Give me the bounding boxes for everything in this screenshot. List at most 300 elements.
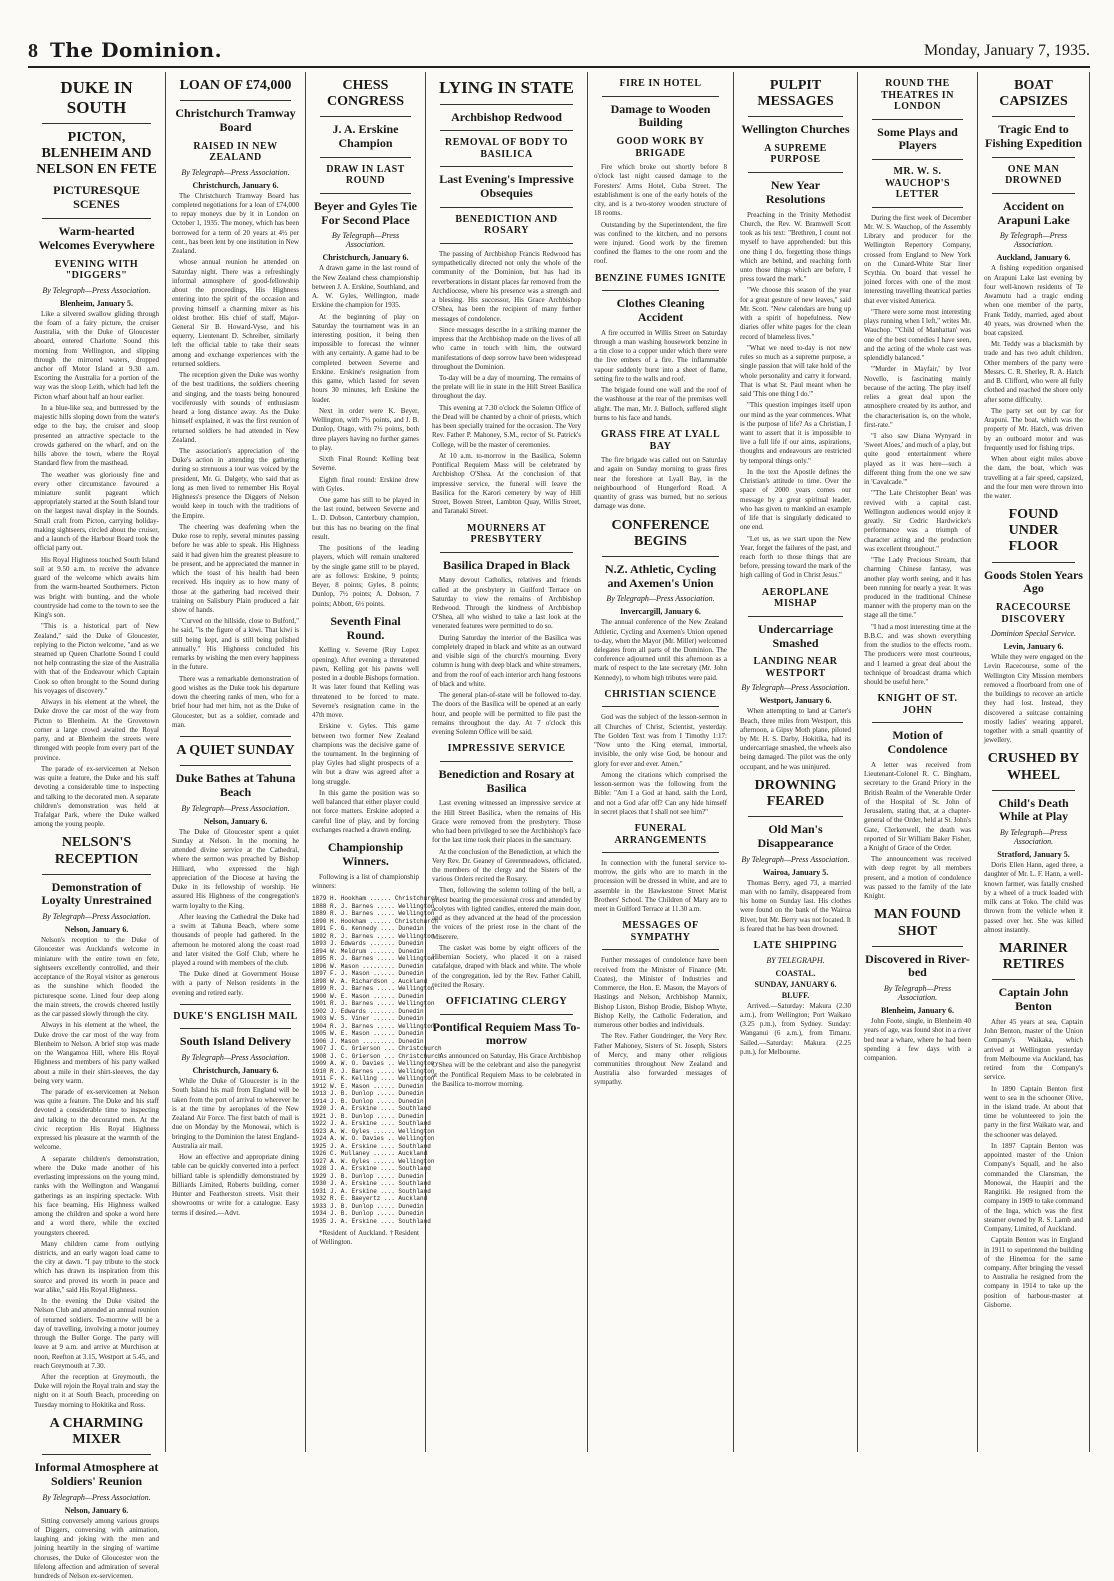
article-paragraph: There was a remarkable demonstration of good wishes as the Duke took his departure down the cheering ranks of men, who for a brief hour had met him, not as the Duke of Gloucester, but as a soldier, comrade and man. [172,674,299,729]
dateline: Nelson, January 6. [203,816,268,826]
column-body [740,78,851,1057]
table-row: 1904 R. J. Barnes ..... Wellington [312,1022,435,1030]
headline: Benediction and Rosary at Basilica [438,766,575,795]
dateline: Stratford, January 5. [997,850,1070,860]
table-row: 1926 C. Mullaney ...... Auckland [312,1150,428,1158]
headline: Last Evening's Impressive Obsequies [439,172,574,201]
article-paragraph: After 45 years at sea, Captain John Benton, master of the Union Company's Waikaka, which arrived at Wellington yesterday from Melbourne via Auckland, has retired from the Company's service. [984,1017,1083,1082]
divider [42,1454,151,1455]
dateline: Westport, January 6. [759,696,832,706]
divider [440,761,573,762]
headline: LYING IN STATE [439,78,574,97]
article-paragraph: As announced on Saturday, His Grace Archbishop O'Shea will be the celebrant and also the panegyrist at the Pontifical Requiem Mass to be celebrated in the Basilica to-morrow morning. [432,1052,581,1088]
headline: Pontifical Requiem Mass To-morrow [432,1019,581,1048]
article-paragraph: Captain Benton was in England in 1911 to superintend the building of the Hinemoa for the same company. After bringing the vessel to Australia he resigned from the company in 1914 to take up the position of harbour-master at Gisborne. [984,1236,1083,1309]
byline: By Telegraph—Press Association. [181,167,290,177]
table-row: 1913 J. B. Dunlop ..... Dunedin [312,1090,424,1098]
divider [602,96,719,97]
table-row: 1932 R. E. Baeyertz ... Auckland [312,1195,428,1203]
headline: Duke Bathes at Tahuna Beach [175,771,296,799]
headline: NELSON'S RECEPTION [54,835,139,867]
article-paragraph: While they were engaged on the Levin Racecourse, some of the Wellington City Mission members removed a floorboard from one of the buildings to recover an article they had lost. Instead, they discovered a suitcase containing mostly ladies' wearing apparel, together with a small quantity of jewellery. [984,653,1083,745]
table-row: 1906 J. Mason ......... Dunedin [312,1037,424,1045]
table-row: 1927 A. W. Gyles ...... Wellington [312,1157,435,1165]
article-paragraph: His Royal Highness touched South Island soil at 9.50 a.m. to receive the advance guard of the welcome which awaits him from the warm-hearted Southerners. Picton was bright with bunting, and the whole countryside had come to the town to see the King's son. [34,555,159,620]
article-paragraph: Like a silvered swallow gliding through the foam of a fairy picture, the cruiser Australia, with the Duke of Gloucester aboard, entered Charlotte Sound this morning from Wellington, and slipping through the mirrored waters, dropped anchor off Motor Island at 9.30 a.m. Escorting the Australia for a portion of the way was the sloop Leith, which had left the Picton wharf about half an hour earlier. [34,309,159,401]
article-paragraph: Eighth final round: Erskine drew with Gyles. [312,475,419,493]
dateline: Wairoa, January 5. [762,867,829,877]
article-paragraph: Many children came from outlying districts, and an early wagon load came to the city at dawn. "I pay tribute to the stock which has drawn its inspiration from this source and proved its worth in peace and war alike," said His Royal Highness. [34,1239,159,1294]
column-body [432,78,581,1089]
article-paragraph: After leaving the Cathedral the Duke had a swim at Tahuna Beach, where some thousands of people had gathered. In the afternoon he motored along the coast road and later visited the Golf Club, where he played a round with members of the club. [172,912,299,968]
table-row: 1924 A. W. O. Davies .. Wellington [312,1135,435,1143]
article-paragraph: In the evening the Duke visited the Nelson Club and attended an annual reunion of returned soldiers. To-morrow will be a day of travelling, involving a motor journey through the Buller Gorge. The party will leave at 9 a.m. and arrive at Murchison at noon, Reefton at 3.15, Westport at 5.45, and reach Greymouth at 7.30. [34,1297,159,1370]
table-row: 1895 R. J. Barnes ..... Wellington [312,955,435,963]
article-paragraph: To-day will be a day of mourning. The remains of the prelate will lie in state in the Hill Street Basilica throughout the day. [432,373,581,401]
headline: Captain John Benton [998,985,1069,1014]
divider [872,207,963,208]
divider [180,1028,291,1029]
headline: ROUND THE THEATRES IN LONDON [881,78,954,112]
byline: By Telegraph—Press Association. [42,912,151,922]
column-4 [426,72,588,1452]
article-paragraph: The announcement was received with deep regret by all members present, and a motion of condolence was passed to the family of the late Knight. [864,855,971,901]
column-7 [858,72,978,1452]
headline: LATE SHIPPING [753,940,838,952]
divider [872,946,963,947]
dateline: BLUFF. [781,990,810,1000]
table-row: 1892 R. J. Barnes ..... Wellington [312,932,435,940]
table-row: 1923 A. W. Gyles ...... Wellington [312,1127,435,1135]
byline: Dominion Special Service. [990,629,1077,639]
table-row: 1909 A. W. O. Davies .. Wellington [312,1060,435,1068]
table-row: 1901 R. J. Barnes ..... Wellington [312,1000,435,1008]
dateline: Auckland, January 6. [996,253,1071,263]
headline: KNIGHT OF ST. JOHN [877,693,958,716]
column-6 [734,72,858,1452]
article-paragraph: A separate children's demonstration, where the Duke made another of his everlasting impressions on the young mind, ranks with the Wellington and Wanganui gatherings as an inspiring spectacle. With his face beaming, His Highness walked among the children and spoke a word here and a word there, while the excited youngsters cheered. [34,1154,159,1237]
table-row: 1920 J. A. Erskine .... Southland [312,1105,431,1113]
article-paragraph: Sixth Final Round: Kelling beat Severne. [312,455,419,473]
table-row: 1930 J. A. Erskine .... Southland [312,1180,431,1188]
article-paragraph: The reception given the Duke was worthy of the best traditions, the soldiers cheering and singing, and the toasts being honoured vociferously with sounds of enthusiasm heard a long distance away. As the Duke himself explained, it was the first reunion of returned soldiers he had attended in New Zealand. [172,371,299,444]
divider [748,616,843,617]
headline: EVENING WITH "DIGGERS" [54,258,139,282]
article-paragraph: A fishing expedition organised on Arapuni Lake last evening by four well-known residents of Te Awamutu had a tragic ending when one member of the party, Frank Teddy, married, aged about 40 years, was drowned when the boat capsized. [984,264,1083,338]
article-paragraph: This evening at 7.30 o'clock the Solemn Office of the Dead will be chanted by a choir of priests, which has been specially trained for the occasion. The Very Rev. Father P. Mahoney, S.M., rector of St. Patrick's College, will be the master of ceremonies. [432,403,581,449]
article-paragraph: The brigade found one wall and the roof of the washhouse at the rear of the premises well alight. The man, Mr. J. Bulloch, suffered slight burns to his face and hands. [594,386,727,422]
table-row: 1908 J. C. Grierson ... Christchurch [312,1052,442,1060]
headline: Child's Death While at Play [998,795,1069,824]
article-paragraph: Next in order were K. Beyer, Wellington, with 7½ points, and J. B. Dunlop, Otago, with 7½ points, both three players having no further games to play. [312,406,419,452]
article-paragraph: Always in his element at the wheel, the Duke drove the car most of the way from Picton to Blenheim. At the Grovetown corner a large crowd awaited the Royal party, and at Blenheim the streets were thronged with people from every part of the province. [34,698,159,762]
article-paragraph: One game has still to be played in the last round, between Severne and L. D. Dobson, Canterbury champion, but this has no bearing on the final result. [312,496,419,541]
article-paragraph: In the text the Apostle defines the Christian's attitude to time. Over the space of 2000 years comes our message by a great spiritual leader, who has given to mankind an example of life that is singularly dedicated to one end. [740,467,851,532]
table-row: 1907 J. C. Grierson ... Christchurch [312,1045,442,1053]
table-row: 1921 J. B. Dunlop ..... Dunedin [312,1112,424,1120]
issue-date: Monday, January 7, 1935. [923,42,1090,59]
table-row: 1888 R. J. Barnes ..... Wellington [312,902,435,910]
table-row: 1929 J. B. Dunlop ..... Dunedin [312,1172,424,1180]
headline: A QUIET SUNDAY [176,743,295,759]
table-row: 1897 F. J. Mason ...... Dunedin [312,970,424,978]
divider [320,193,411,194]
article-paragraph: *Resident of Auckland. †Resident of Wellington. [312,1229,419,1247]
article-paragraph: A drawn game in the last round of the New Zealand chess championship between J. A. Erskine, Southland, and A. W. Gyles, Wellington, made Erskine the champion for 1935. [312,264,419,310]
article-paragraph: "'The Late Christopher Bean' was revived with a capital cast. Wellington audiences would enjoy it greatly. Sir Cedric Hardwicke's performance was a triumph of character acting and the production was excellent throughout." [864,489,971,553]
divider [440,207,573,208]
divider [440,552,573,553]
headline: Goods Stolen Years Ago [984,567,1083,596]
headline: Warm-hearted Welcomes Everywhere [38,223,155,252]
headline: PICTURESQUE SCENES [53,183,140,212]
divider [872,159,963,160]
article-paragraph: The positions of the leading players, which will remain unaltered by the single game still to be played, are as follows: Erskine, 9 points; Beyer, 8 points; Gyles, 8 points; Dunlop, 7½ points; A. Dobson, 7 points; Abbott, 6½ points. [312,544,419,608]
article-paragraph: While the Duke of Gloucester is in the South Island his mail from England will be taken from the port of arrival to wherever he is at the time by aeroplanes of the New Zealand Air Force. The first batch of mail is due on Monday by the Monowai, which is bringing to the Dominion the latest England-Australia air mail. [172,1077,299,1150]
divider [992,979,1075,980]
article-paragraph: Mr. Teddy was a blacksmith by trade and has two adult children. Other members of the party were Messrs. C. R. Sherley, R. A. Hatch and B. Clifford, who were all fully clothed and reached the shore only after some difficulty. [984,340,1083,404]
headline: FOUND UNDER FLOOR [1008,507,1059,555]
article-paragraph: In a blue-like sea, and buttressed by the majestic hills sloping down from the water's edge to the bay, the cruiser and sloop presented an attractive spectacle to the crowds gathered on the wharf, and on the hills above the town, where the Royal Standard flew from the masthead. [34,403,159,468]
divider [320,157,411,158]
paper-name: The Dominion. [50,38,223,62]
divider [440,1014,573,1015]
article-paragraph: Erskine v. Gyles. This game between two former New Zealand champions was the decisive game of the tournament. In the beginning of play Gyles had slight prospects of a win but a draw was agreed after a long struggle. [312,722,419,786]
headline: Championship Winners. [327,840,404,868]
article-paragraph: "The Lady Precious Stream, that charming Chinese fantasy, was another play worth seeing, and it has been running for nearly a year. It was produced in the traditional Chinese manner with the property man on the stage all the time." [864,556,971,620]
article-paragraph: Since messages describe in a striking manner the impress that the Archbishop made on the lives of all who came in touch with him, the outward manifestations of deep sorrow have been widespread throughout the Dominion. [432,325,581,371]
table-row: 1935 J. A. Erskine .... Southland [312,1217,431,1225]
divider [42,874,151,875]
column-body [594,78,727,1088]
headline: GOOD WORK BY BRIGADE [616,136,705,159]
headline: MR. W. S. WAUCHOP'S LETTER [884,166,951,201]
byline: By Telegraph—Press Association. [741,683,850,693]
article-paragraph: The Duke dined at Government House with a party of Nelson residents in the evening and retired early. [172,970,299,997]
headline: DUKE IN SOUTH [60,78,133,117]
article-paragraph: The Duke of Gloucester spent a quiet Sunday at Nelson. In the morning he attended divine service at the Cathedral, where the sermon was preached by Bishop Hilliard, who expressed the high appreciation of the Diocese at having the Duke in its fellowship of worship. He assured His Highness of the congregation's warm loyalty to the King. [172,827,299,910]
dateline: SUNDAY, JANUARY 6. [754,979,837,989]
byline: By Telegraph—Press Association. [181,803,290,813]
headline: South Island Delivery [179,1034,292,1049]
headline: Wellington Churches [741,122,850,137]
divider [748,116,843,117]
headline: Damage to Wooden Building [610,101,711,130]
dateline: Levin, January 6. [1003,642,1064,652]
results-table [312,895,442,1225]
divider [602,706,719,707]
table-row: 1905 W. E. Mason ...... Dunedin [312,1030,424,1038]
headline: Basilica Draped in Black [442,557,570,572]
article-paragraph: The parade of ex-servicemen at Nelson was quite a feature. The Duke and his staff devoted a considerable time to inspecting and talking to the decorated men. At the civic reception His Royal Highness expressed his pleasure at the warmth of the welcome. [34,1087,159,1152]
headline: MOURNERS AT PRESBYTERY [467,522,546,545]
dateline: Nelson, January 6. [64,1505,129,1515]
article-paragraph: Outstanding by the Superintendent, the fire was confined to the kitchen, and no persons were injured. Good work by the firemen confined the flames to the one room and the roof. [594,220,727,266]
table-row: 1898 W. A. Richardson . Auckland [312,977,428,985]
article-paragraph: Then, following the solemn tolling of the bell, a priest bearing the processional cross and attended by acolytes with lighted candles, entered the main door, and as they advanced at the head of the procession the voices of the priest rose in the chant of the Miserere. [432,886,581,941]
article-paragraph: "This question impinges itself upon our mind as the year commences. What is the purpose of life? As a Christian, I want to assert that it is impossible to live a full life if our aims, aspirations, thoughts and endeavours are restricted by temporal things only." [740,401,851,465]
article-paragraph: Arrived.—Saturday: Makura (2.30 a.m.), from Wellington; Port Waikato (3.25 p.m.), from Sydney. Sunday: Wanganui (6 a.m.), from Timaru. Sailed.—Saturday: Makura (2.25 p.m.), for Melbourne. [740,1001,851,1056]
divider [992,157,1075,158]
table-row: 1896 W. Mason ......... Dunedin [312,962,424,970]
headline: MESSAGES OF SYMPATHY [622,920,699,943]
byline: By Telegraph—Press Association. [999,231,1068,250]
article-paragraph: Further messages of condolence have been received from the Minister of Finance (Mr. Coates), the Minister of Industries and Commerce, the Hon. E. Mason, the Mayors of Hastings and Nelson, Archbishop Mannix, Bishop Liston, Bishop Brodie, Bishop Whyte, Bishop Kelly, the Catholic Federation, and numerous other bodies and individuals. [594,956,727,1030]
divider [872,119,963,120]
article-paragraph: "This is a historical part of New Zealand," said the Duke of Gloucester, replying to the Picton welcome, "and as we steamed up Queen Charlotte Sound I could not help contrasting the size of the Australia with that of the Endeavour which Captain Cook so often brought to the Sound during his voyages of discovery." [34,622,159,695]
byline: BY TELEGRAPH. [766,955,825,965]
article-paragraph: whose annual reunion he attended on Saturday night. There was a refreshingly informal atmosphere of good-fellowship about the proceedings, His Highness entering into the spirit of the occasion and proving himself a charming mixer as his oldest brother. His chief of staff, Major-General Sir B. Howard-Vyse, and his equerry, Lieutenant D. Schreiber, similarly left the official table to take their seats among and exchange experiences with the returned soldiers. [172,258,299,368]
headline: Undercarriage Smashed [757,621,834,650]
headline: Clothes Cleaning Accident [616,296,705,324]
divider [180,100,291,101]
article-paragraph: The passing of Archbishop Francis Redwood has sympathetically directed not only the whole of the community of the Dominion, but has had its reverberations in distant places far removed from the Archdiocese, where his presence was a strength and a blessing. His successor, His Grace Archbishop O'Shea, has been the recipient of many further messages of condolence. [432,249,581,323]
column-8 [978,72,1090,1452]
article-paragraph: A letter was received from Lieutenant-Colonel R. C. Bingham, secretary to the Grand Priory in the British Realm of the Venerable Order of the Hospital of St. John of Jerusalem, stating that, at a chapter-general of the Order, held at St. John's Gate, Clerkenwell, the death was reported of Sir William Baker Fisher, a Knight of Grace of the Order. [864,760,971,853]
headline: Beyer and Gyles Tie For Second Place [313,198,417,227]
dateline: Nelson, January 6. [64,925,129,935]
article-paragraph: John Foote, single, in Blenheim 40 years of age, was found shot in a river bed near a whare, where he had been spending a few days with a companion. [864,1017,971,1063]
article-paragraph: The fire brigade was called out on Saturday and again on Sunday morning to grass fires near the foreshore at Lyall Bay, in the neighbourhood of Hungerford Road. A quantity of grass was burned, but no serious damage was done. [594,456,727,511]
headline: J. A. Erskine Champion [332,122,399,150]
headline: New Year Resolutions [765,177,826,206]
masthead [28,40,1090,68]
table-row: 1902 J. Edwards ....... Dunedin [312,1007,424,1015]
headline: FUNERAL ARRANGEMENTS [614,823,707,846]
article-paragraph: At the beginning of play on Saturday the tournament was in an interesting position, it being then impossible to forecast the winner with any certainty. A game had to be completed between Severne and Erskine. Erskine's resignation from this game, which lasted for seven hours 30 minutes, left Erskine the leader. [312,312,419,404]
table-row: 1900 W. E. Mason ...... Dunedin [312,992,424,1000]
article-paragraph: During Saturday the interior of the Basilica was completely draped in black and white as an outward and visible sign of the church's mourning. Every column is hung with deep black and white streamers, and from the roof of each interior arch hang festoons of black and white. [432,633,581,688]
article-paragraph: "Let us, as we start upon the New Year, forget the failures of the past, and reach forth to those things that are before, pressing toward the mark of the high calling of God in Christ Jesus." [740,534,851,580]
article-paragraph: Nelson's reception to the Duke of Gloucester was Auckland's welcome in miniature with the entire town en fete, sightseers excellently controlled, and their acceptance of the Royal visitor as generous as the sunshine which flooded the picturesque scene. Lined four deep along the main streets, the crowds cheered lustily as the car passed slowly through the city. [34,936,159,1019]
headline: IMPRESSIVE SERVICE [447,743,566,755]
headline: DRAW IN LAST ROUND [326,163,405,187]
article-paragraph: The Christchurch Tramway Board has completed negotiations for a loan of £74,000 to repay moneys due by it in London on October 1, 1935. The money, which has been borrowed for a term of 20 years at 4½ per cent., has been lent by one institution in New Zealand. [172,191,299,256]
divider [992,562,1075,563]
divider [440,130,573,131]
headline: DROWNING FEARED [754,777,837,810]
article-paragraph: Doris Ellen Hann, aged three, a daughter of Mr. L. F. Hann, a well-known farmer, was fatally crushed by a wheel of a truck loaded with milk cans at Toko. The child was thrown from the vehicle when it passed over her. She was killed almost instantly. [984,861,1083,934]
divider [180,765,291,766]
headline: CRUSHED BY WHEEL [987,751,1080,783]
divider [602,556,719,557]
column-3 [306,72,442,1452]
divider [992,790,1075,791]
table-row: 1922 J. A. Erskine .... Southland [312,1120,431,1128]
article-paragraph: When about eight miles above the dam, the boat, which was travelling at a fair speed, capsized, and the four men were thrown into the water. [984,455,1083,500]
headline: Some Plays and Players [877,124,958,153]
article-paragraph: A fire occurred in Willis Street on Saturday through a man washing housework benzine in a tin close to a copper under which there were the live embers of a fire. The inflammable vapour suddenly burst into a sheet of flame, setting fire to the walls and roof. [594,328,727,383]
headline: Accident on Arapuni Lake [997,198,1070,227]
table-row: 1934 J. B. Dunlop ..... Dunedin [312,1210,424,1218]
headline: LOAN OF £74,000 [179,78,292,93]
article-paragraph: During the first week of December Mr. W. S. Wauchop, of the Assembly Library and producer for the Wellington Repertory Company, crossed from England to New York on the Cunard-White Star liner Scythia. On board that vessel he joined forces with one of the most interesting travelling theatrical parties that ever visited America. [864,213,971,305]
divider [602,290,719,291]
headline: MARINER RETIRES [999,941,1068,973]
headline: Seventh Final Round. [330,613,401,642]
byline: By Telegraph—Press Association. [606,594,715,604]
byline: By Telegraph—Press Association. [331,231,400,250]
article-paragraph: "I also saw Diana Wynyard in 'Sweet Aloes,' and much of a play, but quite good entertainment where played as it was here—such a different thing from the one we saw in 'Cavalcade.'" [864,431,971,487]
headline: A CHARMING MIXER [49,1415,144,1448]
headline: Informal Atmosphere at Soldiers' Reunion [34,1460,159,1488]
article-paragraph: Thomas Berry, aged 73, a married man with no family, disappeared from his home on Sunday last. His clothes were found on the bank of the Wairoa River, but Mr. Berry was not located. It is feared that he has been drowned. [740,878,851,933]
article-paragraph: Preaching in the Trinity Methodist Church, the Rev. W. Bramwell Scott took as his text: "Brethren, I count not myself to have apprehended: but this one thing I do, forgetting those things which are behind, and reaching forth unto those things which are before, I press toward the mark." [740,210,851,284]
headline: RAISED IN NEW ZEALAND [193,140,278,164]
headline: OFFICIATING CLERGY [445,996,568,1008]
article-paragraph: "There were some most interesting plays running when I left," writes Mr. Wauchop. "'Child of Manhattan' was one of the best comedies I have seen, and the acting of the whole cast was splendidly balanced." [864,307,971,363]
byline: By Telegraph—Press Association. [42,285,151,295]
article-paragraph: After the reception at Greymouth, the Duke will rejoin the Royal train and stay the night on it at South Beach, proceeding on Tuesday morning to Hokitika and Ross. [34,1373,159,1409]
article-paragraph: The weather was gloriously fine and every other circumstance favoured a miniature sunlit pageant which appropriately started at the South Island tour on the largest naval display in the Sounds. Small craft from Picton, carrying holiday-making sightseers, circled about the cruiser, and a launch of the Harbour Board took the official party out. [34,470,159,553]
divider [440,243,573,244]
column-body [172,78,299,1218]
divider [320,116,411,117]
dateline: Blenheim, January 6. [881,1006,954,1016]
divider [748,172,843,173]
table-row: 1903 W. S. Viner ...... Dunedin [312,1015,424,1023]
table-row: 1928 J. A. Erskine .... Southland [312,1165,431,1173]
headline: Old Man's Disappearance [757,822,834,850]
divider [992,193,1075,194]
headline: DUKE'S ENGLISH MAIL [173,1010,298,1022]
dateline: Invercargill, January 6. [620,607,701,617]
divider [748,816,843,817]
article-paragraph: When attempting to land at Carter's Beach, three miles from Westport, this afternoon, a Gipsy Moth plane, piloted by Mr. H. S. Darby, Hokitika, had its undercarriage smashed, the wheels also being damaged. The pilot was the only occupant, and he was uninjured. [740,707,851,771]
article-paragraph: "'Murder in Mayfair,' by Ivor Novello, is fascinating mainly because of the acting. The play itself relies a great deal upon the atmosphere created by its author, and the characterisation is, on the whole, first-rate." [864,365,971,429]
table-row: 1931 J. A. Erskine .... Southland [312,1187,431,1195]
headline: AEROPLANE MISHAP [761,586,830,610]
divider [440,104,573,105]
headline: MAN FOUND SHOT [874,907,961,939]
byline: By Telegraph—Press Association. [42,1492,151,1502]
table-row: 1879 H. Hookham ...... Christchurch [312,895,439,903]
dateline: COASTAL. [775,968,816,978]
headline: PULPIT MESSAGES [757,78,834,110]
divider [872,722,963,723]
divider [440,166,573,167]
article-paragraph: At 10 a.m. to-morrow in the Basilica, Solemn Pontifical Requiem Mass will be celebrated by Archbishop O'Shea. At the conclusion of that impressive service, the funeral will leave the Basilica for the Karori cemetery by way of Hill Street, Bowen Street, Lambton Quay, Willis Street, and Taranaki Street. [432,451,581,516]
column-body [312,78,442,1248]
article-paragraph: "Curved on the hillside, close to Bulford," he said, "is the figure of a kiwi. That kiwi is still being kept, and is still being polished annually." His Highness concluded his remarks by wishing the men every happiness in the future. [172,617,299,672]
divider [992,116,1075,117]
table-row: 1890 H. Hookham ...... Christchurch [312,917,439,925]
column-body [34,78,159,1581]
table-row: 1893 J. Edwards ....... Dunedin [312,940,424,948]
headline: BOAT CAPSIZES [999,78,1068,110]
divider [602,852,719,853]
article-paragraph: Sitting conversely among various groups of Diggers, conversing with animation, laughing and joking with the men and joining heartily in the singing of wartime choruses, the Duke of Gloucester won the lifelong affection and admiration of several hundreds of Nelson ex-servicemen. [34,1516,159,1581]
table-row: 1925 J. A. Erskine .... Southland [312,1142,431,1150]
article-paragraph: Last evening witnessed an impressive service at the Hill Street Basilica, when the remains of His Grace were removed from the presbytery. Those who had been privileged to see the Archbishop's face for the last time took their places in the sanctuary. [432,799,581,845]
headline: LANDING NEAR WESTPORT [753,656,838,679]
byline: By Telegraph—Press Association. [883,984,952,1003]
article-paragraph: At the conclusion of the Benediction, at which the Very Rev. Dr. Geaney of Greenmeadows, officiated, the members of the clergy and the Sisters of the various Orders recited the Rosary. [432,847,581,884]
table-row: 1914 J. B. Dunlop ..... Dunedin [312,1097,424,1105]
article-paragraph: The association's appreciation of the Duke's action in attending the gathering during so strenuous a tour was voiced by the president, Mr. G. Dalgety, who said that as long as men lived to remember His Royal Highness's presence the Diggers of Nelson would keep in touch with the traditions of the Empire. [172,447,299,520]
headline: PICTON, BLENHEIM AND NELSON EN FETE [36,130,157,178]
column-2 [166,72,306,1452]
headline: Discovered in River-bed [865,951,970,980]
headline: CHESS CONGRESS [326,78,405,110]
dateline: Christchurch, January 6. [322,253,409,263]
headline: Archbishop Redwood [451,109,562,124]
table-row: 1911 F. K. Kelling .... Wellington [312,1075,435,1083]
article-paragraph: Following is a list of championship winners: [312,872,419,890]
table-row: 1933 J. B. Dunlop ..... Dunedin [312,1202,424,1210]
dateline: Blenheim, January 5. [60,298,133,308]
article-paragraph: In 1890 Captain Benton first went to sea in the schooner Olive, in the island trade. At about that time he volunteered to join the party in the first Waikato war, and the schooner was delayed. [984,1084,1083,1139]
divider [42,218,151,219]
divider [180,736,291,737]
headline: N.Z. Athletic, Cycling and Axemen's Union [605,561,716,590]
headline: Demonstration of Loyalty Unrestrained [41,879,152,908]
table-row: 1889 R. J. Barnes ..... Wellington [312,910,435,918]
table-row: 1894 W. Meldrum ....... Dunedin [312,947,424,955]
article-paragraph: The Rev. Father Gondringer, the Very Rev. Father Mahoney, Sisters of St. Joseph, Sisters of Mercy, and many other religious communities throughout New Zealand and Australia also forwarded messages of sympathy. [594,1032,727,1087]
article-paragraph: Fire which broke out shortly before 8 o'clock last night caused damage to the Foresters' Arms Hotel, Cuba Street. The establishment is one of the early hotels of the city, and is a two-storey wooden structure of 18 rooms. [594,163,727,218]
headline: CONFERENCE BEGINS [611,517,710,549]
article-paragraph: The parade of ex-servicemen at Nelson was quite a feature, the Duke and his staff devoting a considerable time to inspecting and talking to the decorated men. A separate children's demonstration was held at Trafalgar Park, where the Duke walked among the young people. [34,764,159,829]
headline: ONE MAN DROWNED [1005,163,1062,187]
headline: FIRE IN HOTEL [619,78,702,89]
headline: Christchurch Tramway Board [175,106,296,134]
article-paragraph: "What we need to-day is not new rules so much as a supreme purpose, a single passion that will take hold of the whole personality and carry it forward. That is what St. Paul meant when he said 'This one thing I do.'" [740,343,851,399]
article-paragraph: The general plan-of-state will be followed to-day. The doors of the Basilica will be opened at an early hour, and people will be permitted to file past the remains throughout the day. At 7 o'clock this evening Solemn Office will be said. [432,691,581,737]
divider [180,1004,291,1005]
column-body [984,78,1083,1310]
headline: Motion of Condolence [887,728,948,757]
headline: REMOVAL OF BODY TO BASILICA [444,137,568,160]
headline: A SUPREME PURPOSE [764,142,827,166]
headline: CHRISTIAN SCIENCE [604,688,717,700]
article-paragraph: In this game the position was so well balanced that either player could not force matters. Erskine adopted a careful line of play, and by forcing exchanges reached a drawn ending. [312,788,419,834]
headline: BENEDICTION AND ROSARY [455,213,558,237]
article-paragraph: Always in his element at the wheel, the Duke drove the car most of the way from Blenheim to Nelson. A brief stop was made on the Wangamoa Hill, where His Royal Highness and members of his party walked about a mile in their shirt-sleeves, the day being very warm. [34,1021,159,1085]
column-5 [588,72,734,1452]
article-paragraph: Kelling v. Severne (Ruy Lopez opening). After evening a threatened pawn, Kelling got his pawns well posted in a double Bishops formation. It was later found that Kelling was threatened to be forced to mate. Severne's resignation came in the 47th move. [312,646,419,720]
page-number: 8 [28,40,38,62]
article-paragraph: "We choose this season of the year for a great gesture of new leaves," said Mr. Scott. "New calendars are hung up with a spirit of hopefulness. New diaries offer white pages for the clean record of blameless lives." [740,286,851,341]
headline: BENZINE FUMES IGNITE [594,272,727,284]
article-paragraph: "I had a most interesting time at the B.B.C. and was shown everything from the studios to the effects room. The producers were most courteous, and I learned a great deal about the technique of broadcast drama which should be useful here." [864,622,971,687]
article-paragraph: God was the subject of the lesson-sermon in all Churches of Christ, Scientist, yesterday. The Golden Text was from I Timothy 1:17: "Now unto the King eternal, immortal, invisible, the only wise God, be honour and glory for ever and ever. Amen." [594,713,727,768]
article-paragraph: The casket was borne by eight officers of the Hibernian Society, who placed it on a raised catafalque, draped with black and white. The whole of the congregation, led by the Rev. Father Cahill, recited the Rosary. [432,943,581,989]
article-paragraph: The party set out by car for Arapuni. The boat, which was the property of Mr. Hatch, was driven by an outboard motor and was frequently used for fishing trips. [984,406,1083,452]
byline: By Telegraph—Press Association. [741,854,850,864]
column-body [864,78,971,1063]
dateline: Christchurch, January 6. [192,1066,279,1076]
divider [42,123,151,124]
article-paragraph: In connection with the funeral service to-morrow, the girls who are to march in the procession will be dressed in white, and are to assemble in the Hawkestone Street Marist Brothers' School. The Children of Mary are to meet in Guilford Terrace at 11.30 a.m. [594,859,727,914]
article-paragraph: The annual conference of the New Zealand Athletic, Cycling and Axemen's Union opened to-day, when the Mayor (Mr. Miller) welcomed delegates from all parts of the Dominion. The conference adjourned until this afternoon as a mark of respect to the late secretary (Mr. John Kennedy), to whom high tributes were paid. [594,618,727,682]
headline: Tragic End to Fishing Expedition [984,122,1083,150]
column-1 [28,72,166,1581]
article-paragraph: Many devout Catholics, relatives and friends called at the presbytery in Guilford Terrace on Saturday to view the remains of Archbishop Redwood. Through the kindness of Archbishop O'Shea, all who wished to take a last look at the venerated features were permitted to do so. [432,576,581,631]
article-paragraph: How an effective and appropriate dining table can be quickly converted into a perfect billiard table is splendidly demonstrated by Billiards Limited, Roberts building, corner Hunter and Featherston streets. Visit their showrooms or write for a catalogue. Easy terms if desired.—Advt. [172,1153,299,1217]
article-paragraph: In 1897 Captain Benton was appointed master of the Union Company's Squall, and he also commanded the Clansman, the Monowai, the Haupiri and the Rangitiki. He resigned from the company in 1909 to take command of the Inga, which was the first steamer owned by R. S. Lamb and Company, Limited, of Auckland. [984,1141,1083,1234]
divider [602,949,719,950]
table-row: 1899 R. J. Barnes ..... Wellington [312,985,435,993]
article-paragraph: The cheering was deafening when the Duke rose to reply, several minutes passing before he was able to speak. His Highness said it had given him the greatest pleasure to be present, and he appreciated the manner in which the toast of his health had been received. His inquiry as to how many of those at the gathering had received their training on Salisbury Plain produced a fair show of hands. [172,522,299,614]
table-row: 1910 R. J. Barnes ..... Wellington [312,1067,435,1075]
table-row: 1891 F. G. Kennedy .... Dunedin [312,925,424,933]
headline: GRASS FIRE AT LYALL BAY [600,429,721,452]
dateline: Christchurch, January 6. [192,180,279,190]
byline: By Telegraph—Press Association. [181,1053,290,1063]
headline: RACECOURSE DISCOVERY [995,602,1071,625]
byline: By Telegraph—Press Association. [999,828,1068,847]
